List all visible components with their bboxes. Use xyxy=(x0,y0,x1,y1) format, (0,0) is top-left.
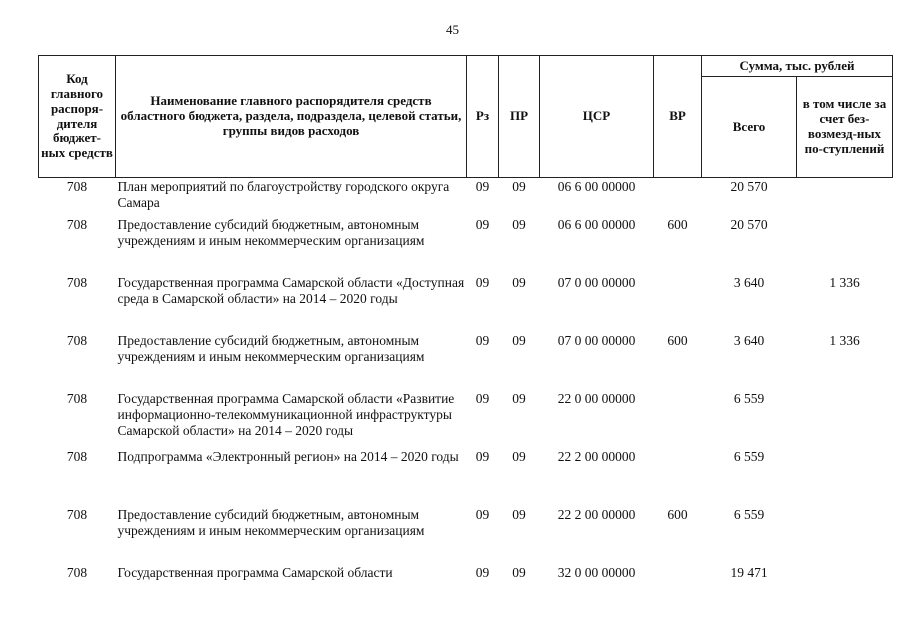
table-row xyxy=(39,391,893,449)
cell-code: 708 xyxy=(66,179,88,194)
cell-name: Подпрограмма «Электронный регион» на 2014 – 2020 годы xyxy=(117,449,459,464)
cell-vr xyxy=(654,449,702,507)
cell-grants: 1 336 xyxy=(829,333,860,348)
cell-total: 20 570 xyxy=(730,179,768,194)
cell-vr xyxy=(654,275,702,333)
header-code: Код главного распоря-дителя бюджет-ных средств xyxy=(39,56,116,178)
cell-name: Государственная программа Самарской области xyxy=(117,565,393,580)
header-sum: Сумма, тыс. рублей xyxy=(702,56,893,77)
cell-grants xyxy=(797,391,893,449)
cell-pr: 09 xyxy=(512,333,526,348)
cell-total: 19 471 xyxy=(730,565,768,580)
cell-total: 3 640 xyxy=(733,333,765,348)
cell-rz: 09 xyxy=(475,217,490,232)
cell-csr: 22 2 00 00000 xyxy=(557,507,636,522)
table-row xyxy=(39,333,893,391)
cell-grants: 1 336 xyxy=(829,275,860,290)
cell-total: 3 640 xyxy=(733,275,765,290)
cell-grants xyxy=(797,565,893,595)
cell-code: 708 xyxy=(66,449,88,464)
header-total: Всего xyxy=(702,77,797,178)
cell-total: 6 559 xyxy=(733,507,765,522)
cell-rz: 09 xyxy=(475,449,490,464)
cell-total: 6 559 xyxy=(733,391,765,406)
header-vr: ВР xyxy=(654,56,702,178)
cell-csr: 06 6 00 00000 xyxy=(557,179,636,194)
cell-rz: 09 xyxy=(475,333,490,348)
cell-name: Предоставление субсидий бюджетным, автономным учреждениям и иным некоммерческим организациям xyxy=(117,217,425,248)
cell-pr: 09 xyxy=(512,217,526,232)
cell-name: Предоставление субсидий бюджетным, автономным учреждениям и иным некоммерческим организациям xyxy=(117,507,425,538)
cell-vr xyxy=(654,391,702,449)
header-grants: в том числе за счет без-возмезд-ных по-ступлений xyxy=(797,77,893,178)
cell-total: 6 559 xyxy=(733,449,765,464)
table-header xyxy=(39,56,893,178)
table-row xyxy=(39,178,893,218)
table-row xyxy=(39,449,893,507)
cell-csr: 22 0 00 00000 xyxy=(557,391,636,406)
cell-code: 708 xyxy=(66,275,88,290)
cell-rz: 09 xyxy=(475,565,490,580)
cell-csr: 22 2 00 00000 xyxy=(557,449,636,464)
header-rz: Рз xyxy=(467,56,499,178)
cell-vr xyxy=(654,178,702,218)
cell-vr: 600 xyxy=(667,507,688,522)
cell-grants xyxy=(797,507,893,565)
cell-rz: 09 xyxy=(475,391,490,406)
cell-name: План мероприятий по благоустройству городского округа Самара xyxy=(117,179,450,210)
cell-vr: 600 xyxy=(667,217,688,232)
cell-name: Государственная программа Самарской области «Доступная среда в Самарской области» на 2014 – 2020 годы xyxy=(117,275,465,306)
cell-vr xyxy=(654,565,702,595)
header-csr: ЦСР xyxy=(540,56,654,178)
table-row xyxy=(39,217,893,275)
table-body xyxy=(39,178,893,596)
cell-pr: 09 xyxy=(512,565,526,580)
table-row xyxy=(39,275,893,333)
cell-rz: 09 xyxy=(475,507,490,522)
page-number: 45 xyxy=(446,22,459,37)
cell-code: 708 xyxy=(66,333,88,348)
cell-pr: 09 xyxy=(512,179,526,194)
header-pr: ПР xyxy=(499,56,540,178)
cell-pr: 09 xyxy=(512,391,526,406)
cell-pr: 09 xyxy=(512,449,526,464)
cell-pr: 09 xyxy=(512,507,526,522)
cell-code: 708 xyxy=(66,507,88,522)
cell-grants xyxy=(797,178,893,218)
cell-code: 708 xyxy=(66,391,88,406)
cell-csr: 06 6 00 00000 xyxy=(557,217,636,232)
cell-csr: 07 0 00 00000 xyxy=(557,333,636,348)
cell-code: 708 xyxy=(66,217,88,232)
cell-csr: 32 0 00 00000 xyxy=(557,565,636,580)
cell-pr: 09 xyxy=(512,275,526,290)
cell-grants xyxy=(797,217,893,275)
budget-table xyxy=(38,55,893,595)
cell-total: 20 570 xyxy=(730,217,768,232)
cell-name: Государственная программа Самарской области «Развитие информационно-телекоммуникационной инфраструктуры Самарской области» на 2014 – 2020 годы xyxy=(117,391,455,438)
cell-vr: 600 xyxy=(667,333,688,348)
cell-code: 708 xyxy=(66,565,88,580)
cell-csr: 07 0 00 00000 xyxy=(557,275,636,290)
cell-name: Предоставление субсидий бюджетным, автономным учреждениям и иным некоммерческим организациям xyxy=(117,333,425,364)
header-name: Наименование главного распорядителя средств областного бюджета, раздела, подраздела, целевой статьи, группы видов расходов xyxy=(116,56,467,178)
cell-grants xyxy=(797,449,893,507)
table-row xyxy=(39,507,893,565)
cell-rz: 09 xyxy=(475,275,490,290)
table-row xyxy=(39,565,893,595)
cell-rz: 09 xyxy=(475,179,490,194)
